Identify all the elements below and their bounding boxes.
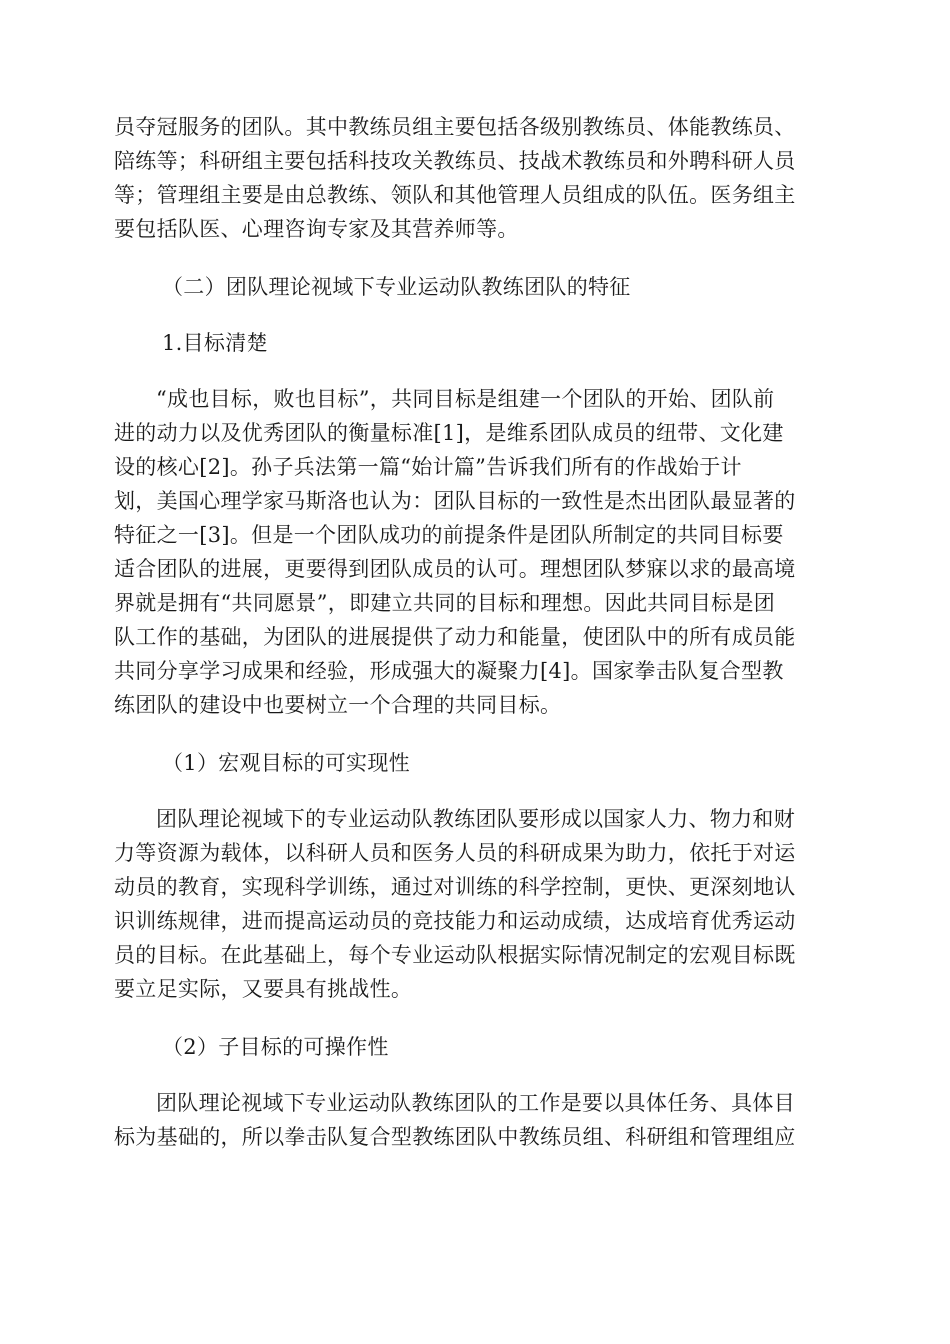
paragraph-team-composition bbox=[114, 110, 836, 246]
text-line: 识训练规律，进而提高运动员的竞技能力和运动成绩，达成培育优秀运动 bbox=[114, 909, 796, 933]
text-line: 力等资源为载体，以科研人员和医务人员的科研成果为助力，依托于对运 bbox=[114, 841, 796, 865]
text-line: 队工作的基础，为团队的进展提供了动力和能量，使团队中的所有成员能 bbox=[114, 625, 796, 649]
item-heading-clear-goal: 1.目标清楚 bbox=[162, 331, 268, 355]
paragraph-macro-goal bbox=[114, 802, 836, 1006]
text-line: 动员的教育，实现科学训练，通过对训练的科学控制，更快、更深刻地认 bbox=[114, 875, 796, 899]
section-heading: （二）团队理论视域下专业运动队教练团队的特征 bbox=[162, 275, 631, 299]
subheading-sub-goal: （2）子目标的可操作性 bbox=[162, 1035, 389, 1059]
text-line: 员的目标。在此基础上，每个专业运动队根据实际情况制定的宏观目标既 bbox=[114, 943, 796, 967]
text-line: 团队理论视域下专业运动队教练团队的工作是要以具体任务、具体目 bbox=[156, 1091, 795, 1115]
paragraph-sub-goal bbox=[114, 1086, 836, 1154]
text-line: 标为基础的，所以拳击队复合型教练团队中教练员组、科研组和管理组应 bbox=[114, 1125, 796, 1149]
text-line: 界就是拥有“共同愿景”，即建立共同的目标和理想。因此共同目标是团 bbox=[114, 591, 776, 615]
text-line: 划，美国心理学家马斯洛也认为：团队目标的一致性是杰出团队最显著的 bbox=[114, 489, 796, 513]
text-line: 要包括队医、心理咨询专家及其营养师等。 bbox=[114, 217, 519, 241]
text-line: 员夺冠服务的团队。其中教练员组主要包括各级别教练员、体能教练员、 bbox=[114, 115, 796, 139]
text-line: 特征之一[3]。但是一个团队成功的前提条件是团队所制定的共同目标要 bbox=[114, 523, 784, 547]
text-line: 团队理论视域下的专业运动队教练团队要形成以国家人力、物力和财 bbox=[156, 807, 795, 831]
paragraph-clear-goal bbox=[114, 382, 836, 722]
text-line: “成也目标，败也目标”，共同目标是组建一个团队的开始、团队前 bbox=[156, 387, 775, 411]
subheading-macro-goal: （1）宏观目标的可实现性 bbox=[162, 751, 410, 775]
text-line: 等；管理组主要是由总教练、领队和其他管理人员组成的队伍。医务组主 bbox=[114, 183, 796, 207]
text-line: 设的核心[2]。孙子兵法第一篇“始计篇”告诉我们所有的作战始于计 bbox=[114, 455, 742, 479]
text-line: 练团队的建设中也要树立一个合理的共同目标。 bbox=[114, 693, 562, 717]
text-line: 适合团队的进展，更要得到团队成员的认可。理想团队梦寐以求的最高境 bbox=[114, 557, 796, 581]
text-line: 陪练等；科研组主要包括科技攻关教练员、技战术教练员和外聘科研人员 bbox=[114, 149, 796, 173]
text-line: 进的动力以及优秀团队的衡量标准[1]，是维系团队成员的纽带、文化建 bbox=[114, 421, 784, 445]
text-line: 要立足实际，又要具有挑战性。 bbox=[114, 977, 413, 1001]
text-line: 共同分享学习成果和经验，形成强大的凝聚力[4]。国家拳击队复合型教 bbox=[114, 659, 784, 683]
